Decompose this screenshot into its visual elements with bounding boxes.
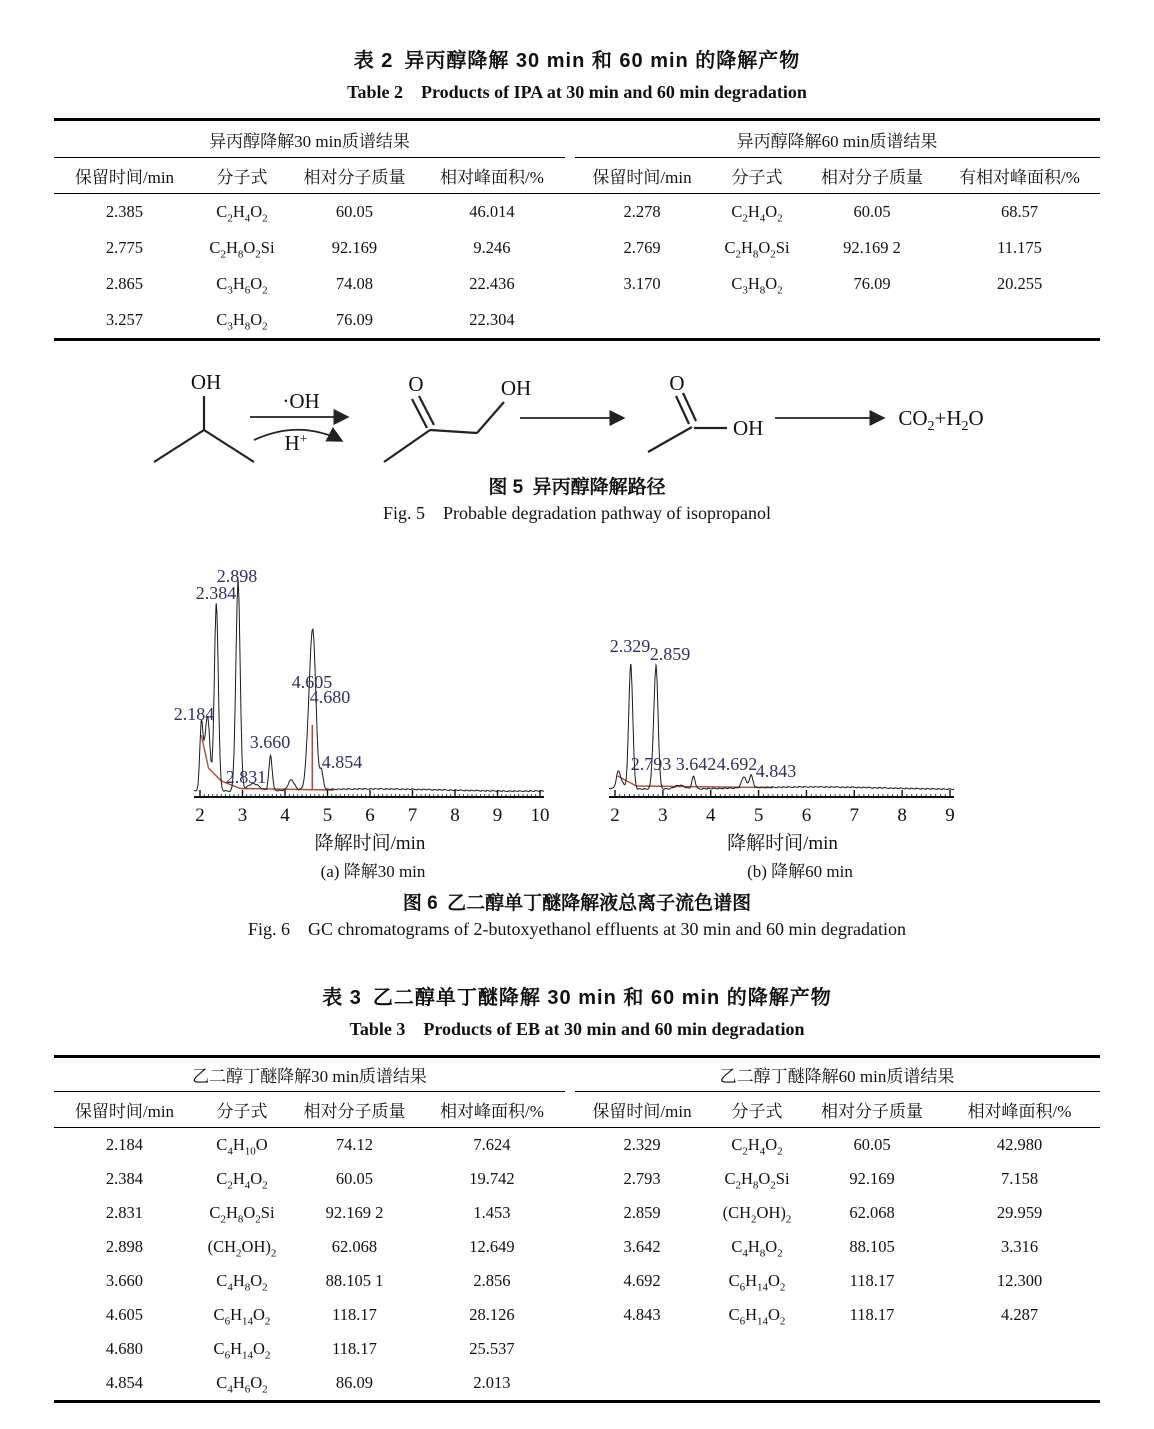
fig5-caption-zh: 图 5 异丙醇降解路径 — [488, 477, 666, 498]
trace — [194, 580, 544, 791]
fig6-section — [0, 555, 1154, 955]
table-cell: 2.898 — [105, 1237, 144, 1256]
table-cell: 4.843 — [623, 1305, 661, 1324]
ketone-o-label: O — [408, 372, 424, 396]
peak-label: 3.642 — [675, 754, 717, 774]
x-tick-label: 7 — [849, 805, 860, 826]
column-gap — [565, 1230, 575, 1264]
column-header: 保留时间/min — [575, 158, 710, 194]
column-gap — [565, 302, 575, 340]
table3-body — [54, 1128, 1099, 1402]
table-cell: 2.793 — [623, 1169, 661, 1188]
peak-label: 4.680 — [309, 687, 351, 707]
table-cell: 74.08 — [335, 274, 374, 293]
column-header: 相对分子质量 — [289, 158, 419, 194]
x-tick-label: 3 — [658, 805, 668, 826]
table-cell — [710, 1332, 805, 1366]
x-axis-label: 降解时间/min — [727, 833, 838, 854]
table-cell: 2.859 — [623, 1203, 661, 1222]
peak-label: 2.793 — [630, 754, 672, 774]
table-cell: 60.05 — [335, 1169, 374, 1188]
x-axis-label: 降解时间/min — [314, 833, 426, 854]
x-tick-label: 8 — [897, 805, 907, 826]
table-cell: 19.742 — [469, 1169, 515, 1188]
table-cell: 118.17 — [849, 1305, 895, 1324]
column-header: 相对分子质量 — [805, 158, 940, 194]
hydroxyl-radical-label: ·OH — [282, 389, 320, 413]
table3-section — [0, 975, 1154, 1403]
table-row — [54, 1128, 1099, 1163]
table-cell: 76.09 — [335, 310, 374, 329]
table-cell: 60.05 — [853, 1135, 891, 1154]
table-cell: 60.05 — [335, 202, 374, 221]
column-gap — [565, 1298, 575, 1332]
column-gap — [565, 1264, 575, 1298]
table-cell: 7.158 — [1000, 1169, 1039, 1188]
table3-group-left: 乙二醇丁醚降解30 min质谱结果 — [54, 1057, 564, 1092]
table-cell: 2.278 — [623, 202, 661, 221]
column-header: 有相对峰面积/% — [940, 158, 1100, 194]
table-cell — [940, 302, 1100, 340]
table-cell: 29.959 — [996, 1203, 1043, 1222]
table-cell: $C_3H_8O_2$ — [216, 310, 268, 333]
table-cell — [575, 1332, 710, 1366]
panel-b-caption: (b) 降解60 min — [747, 862, 853, 881]
table-cell: 2.775 — [105, 238, 144, 257]
x-tick-label: 3 — [237, 805, 248, 826]
table-cell: 62.068 — [331, 1237, 378, 1256]
x-tick-label: 9 — [945, 805, 955, 826]
ketone-oh-label: OH — [500, 376, 532, 400]
column-gap — [565, 194, 575, 231]
table-cell: $(CH_2OH)_2$ — [722, 1203, 792, 1226]
peak-label: 4.692 — [716, 754, 758, 774]
x-tick-label: 9 — [492, 805, 503, 826]
table-cell: 118.17 — [849, 1271, 895, 1290]
table3-group-row — [54, 1057, 1099, 1092]
table-cell: 4.287 — [1000, 1305, 1039, 1324]
column-header: 相对分子质量 — [289, 1092, 419, 1128]
table-row — [54, 302, 1099, 340]
table-row — [54, 1196, 1099, 1230]
table-cell: 1.453 — [473, 1203, 511, 1222]
table-cell: 2.831 — [105, 1203, 144, 1222]
table-cell — [575, 1366, 710, 1402]
column-header: 分子式 — [194, 1092, 289, 1128]
acid-oh-label: OH — [733, 416, 764, 440]
table-cell: 2.865 — [105, 274, 144, 293]
table-cell: 2.184 — [105, 1135, 144, 1154]
column-header: 分子式 — [710, 158, 805, 194]
column-header: 相对峰面积/% — [419, 1092, 564, 1128]
table-cell — [710, 1366, 805, 1402]
table-cell — [805, 1332, 940, 1366]
fig5-section — [0, 358, 1154, 523]
peak-label: 4.843 — [755, 761, 797, 781]
table-cell: $C_4H_6O_2$ — [216, 1373, 268, 1396]
x-tick-label: 5 — [753, 805, 764, 826]
table-cell: 2.013 — [473, 1373, 511, 1392]
x-tick-label: 5 — [322, 805, 333, 826]
table-cell: 74.12 — [335, 1135, 374, 1154]
table-cell: $C_4H_8O_2$ — [216, 1271, 268, 1294]
fig5-reaction-scheme — [0, 358, 1154, 470]
column-gap — [565, 1057, 575, 1092]
column-gap — [565, 158, 575, 194]
table-row — [54, 1366, 1099, 1402]
table-row — [54, 1264, 1099, 1298]
chromatogram — [609, 636, 955, 854]
table-cell: $C_2H_4O_2$ — [216, 1169, 268, 1192]
x-tick-label: 4 — [280, 805, 290, 826]
x-tick-label: 10 — [530, 805, 550, 826]
table-cell: $C_6H_{14}O_2$ — [728, 1305, 786, 1328]
table2-title-en: Table 2 Products of IPA at 30 min and 60 min degradation — [347, 82, 807, 102]
table-cell: 12.649 — [469, 1237, 515, 1256]
table-cell: 9.246 — [473, 238, 511, 257]
column-header: 保留时间/min — [54, 158, 194, 194]
chromatogram-panel-a — [150, 555, 600, 855]
table2-group-right: 异丙醇降解60 min质谱结果 — [575, 120, 1100, 158]
table-cell: 2.329 — [623, 1135, 661, 1154]
table-cell: 118.17 — [332, 1305, 377, 1324]
table-cell: $C_6H_{14}O_2$ — [213, 1339, 271, 1362]
table-row — [54, 230, 1099, 266]
table-cell: 3.257 — [105, 310, 144, 329]
table-cell: $C_2H_8O_2Si$ — [724, 238, 790, 261]
table-cell: 22.304 — [469, 310, 515, 329]
table-cell: 60.05 — [853, 202, 891, 221]
column-gap — [565, 1196, 575, 1230]
acetic-acid-structure — [648, 393, 727, 452]
table-cell: 4.692 — [623, 1271, 661, 1290]
table-cell: 4.605 — [105, 1305, 144, 1324]
table-cell: 88.105 1 — [325, 1271, 384, 1290]
table-cell: 12.300 — [996, 1271, 1043, 1290]
table-cell: 92.169 2 — [843, 238, 901, 257]
product-label: $CO_2+H_2O$ — [898, 406, 984, 434]
peak-label: 2.859 — [649, 644, 691, 664]
peak-label: 2.184 — [173, 704, 215, 724]
table-cell: 42.980 — [996, 1135, 1043, 1154]
column-header: 相对峰面积/% — [419, 158, 564, 194]
table-cell: $C_3H_8O_2$ — [731, 274, 783, 297]
acid-o-label: O — [669, 371, 685, 395]
column-header: 相对分子质量 — [805, 1092, 940, 1128]
peak-label: 2.898 — [216, 566, 258, 586]
table-cell: 2.385 — [105, 202, 144, 221]
isopropanol-oh-label: OH — [190, 370, 222, 394]
table3-title-en: Table 3 Products of EB at 30 min and 60 min degradation — [349, 1019, 805, 1039]
table-cell: $C_6H_{14}O_2$ — [213, 1305, 271, 1328]
x-tick-label: 8 — [450, 805, 460, 826]
column-header: 保留时间/min — [575, 1092, 710, 1128]
column-header: 相对峰面积/% — [940, 1092, 1100, 1128]
table-row — [54, 266, 1099, 302]
table-cell — [805, 1366, 940, 1402]
fig6-caption-en: Fig. 6 GC chromatograms of 2-butoxyethanol effluents at 30 min and 60 min degradation — [247, 919, 907, 939]
table-cell: 86.09 — [335, 1373, 374, 1392]
table-cell: 22.436 — [469, 274, 515, 293]
x-tick-label: 7 — [407, 805, 418, 826]
table-cell: $C_2H_4O_2$ — [731, 202, 783, 225]
column-header: 分子式 — [710, 1092, 805, 1128]
table-row — [54, 194, 1099, 231]
table-cell: $C_3H_6O_2$ — [216, 274, 268, 297]
table-cell: $C_2H_8O_2Si$ — [724, 1169, 790, 1192]
table2-body — [54, 194, 1099, 340]
peak-label: 2.384 — [195, 583, 237, 603]
table-cell: 7.624 — [473, 1135, 511, 1154]
table-cell: 25.537 — [469, 1339, 515, 1358]
table-cell — [710, 302, 805, 340]
x-tick-label: 2 — [610, 805, 620, 826]
table-cell: $C_4H_{10}O$ — [216, 1135, 268, 1158]
table-cell: 92.169 2 — [325, 1203, 384, 1222]
table-cell: 11.175 — [997, 238, 1042, 257]
table-row — [54, 1162, 1099, 1196]
peak-label: 4.854 — [321, 752, 363, 772]
table-cell: $C_2H_8O_2Si$ — [209, 1203, 275, 1226]
table-cell: 92.169 — [849, 1169, 895, 1188]
table-cell: 3.170 — [623, 274, 661, 293]
table-cell: $C_2H_4O_2$ — [731, 1135, 783, 1158]
table-cell: 62.068 — [849, 1203, 895, 1222]
table2-group-row — [54, 120, 1099, 158]
table-cell: $C_6H_{14}O_2$ — [728, 1271, 786, 1294]
table2-header-row — [54, 158, 1099, 194]
table-cell: $C_2H_8O_2Si$ — [209, 238, 275, 261]
table-cell: 4.854 — [105, 1373, 144, 1392]
column-gap — [565, 1162, 575, 1196]
column-gap — [565, 1366, 575, 1402]
table-cell: 92.169 — [331, 238, 378, 257]
hydroxyacetone-structure — [384, 396, 504, 462]
table3-header-row — [54, 1092, 1099, 1128]
table3-title-zh: 表 3 乙二醇单丁醚降解 30 min 和 60 min 的降解产物 — [322, 987, 832, 1009]
table-cell: 20.255 — [996, 274, 1043, 293]
column-gap — [565, 120, 575, 158]
table-row — [54, 1332, 1099, 1366]
table3-group-right: 乙二醇丁醚降解60 min质谱结果 — [575, 1057, 1100, 1092]
table-cell: 3.316 — [1000, 1237, 1039, 1256]
table-cell: 3.660 — [105, 1271, 144, 1290]
column-gap — [565, 1092, 575, 1128]
table3 — [54, 1055, 1099, 1403]
table-cell: $C_2H_4O_2$ — [216, 202, 268, 225]
table-cell: 68.57 — [1000, 202, 1039, 221]
column-gap — [565, 1128, 575, 1163]
table-cell: 4.680 — [105, 1339, 144, 1358]
table-cell: 2.856 — [473, 1271, 511, 1290]
table-cell: $C_4H_8O_2$ — [731, 1237, 783, 1260]
x-tick-label: 6 — [801, 805, 812, 826]
table-cell: 2.769 — [623, 238, 661, 257]
panel-a-caption: (a) 降解30 min — [320, 862, 426, 881]
fig5-caption-en: Fig. 5 Probable degradation pathway of isopropanol — [383, 503, 771, 523]
table-cell: 118.17 — [332, 1339, 377, 1358]
chromatogram-panel-b — [590, 555, 1030, 855]
peak-label: 2.831 — [225, 767, 267, 787]
table2 — [54, 118, 1099, 341]
table-cell — [940, 1332, 1100, 1366]
peak-label: 4.605 — [291, 672, 333, 692]
chromatogram — [174, 566, 550, 854]
table-cell — [575, 302, 710, 340]
x-tick-label: 2 — [195, 805, 205, 826]
table-cell: 88.105 — [849, 1237, 895, 1256]
table-cell: 76.09 — [853, 274, 891, 293]
table2-group-left: 异丙醇降解30 min质谱结果 — [54, 120, 564, 158]
table-cell: 3.642 — [623, 1237, 661, 1256]
column-gap — [565, 1332, 575, 1366]
peak-label: 2.329 — [609, 636, 651, 656]
peak-label: 3.660 — [249, 732, 291, 752]
table-row — [54, 1230, 1099, 1264]
table-cell — [805, 302, 940, 340]
column-gap — [565, 230, 575, 266]
table2-title-zh: 表 2 异丙醇降解 30 min 和 60 min 的降解产物 — [353, 50, 801, 72]
fig6-caption-zh: 图 6 乙二醇单丁醚降解液总离子流色谱图 — [402, 893, 752, 914]
table-cell — [940, 1366, 1100, 1402]
table-cell: $(CH_2OH)_2$ — [207, 1237, 277, 1260]
table-row — [54, 1298, 1099, 1332]
table-cell: 2.384 — [105, 1169, 144, 1188]
column-gap — [565, 266, 575, 302]
isopropanol-structure — [154, 396, 254, 462]
column-header: 保留时间/min — [54, 1092, 194, 1128]
h-plus-label: H+ — [284, 431, 308, 455]
x-tick-label: 4 — [705, 805, 716, 826]
column-header: 分子式 — [194, 158, 289, 194]
table-cell: 46.014 — [469, 202, 515, 221]
x-tick-label: 6 — [365, 805, 375, 826]
table2-section — [0, 0, 1154, 341]
table-cell: 28.126 — [469, 1305, 515, 1324]
